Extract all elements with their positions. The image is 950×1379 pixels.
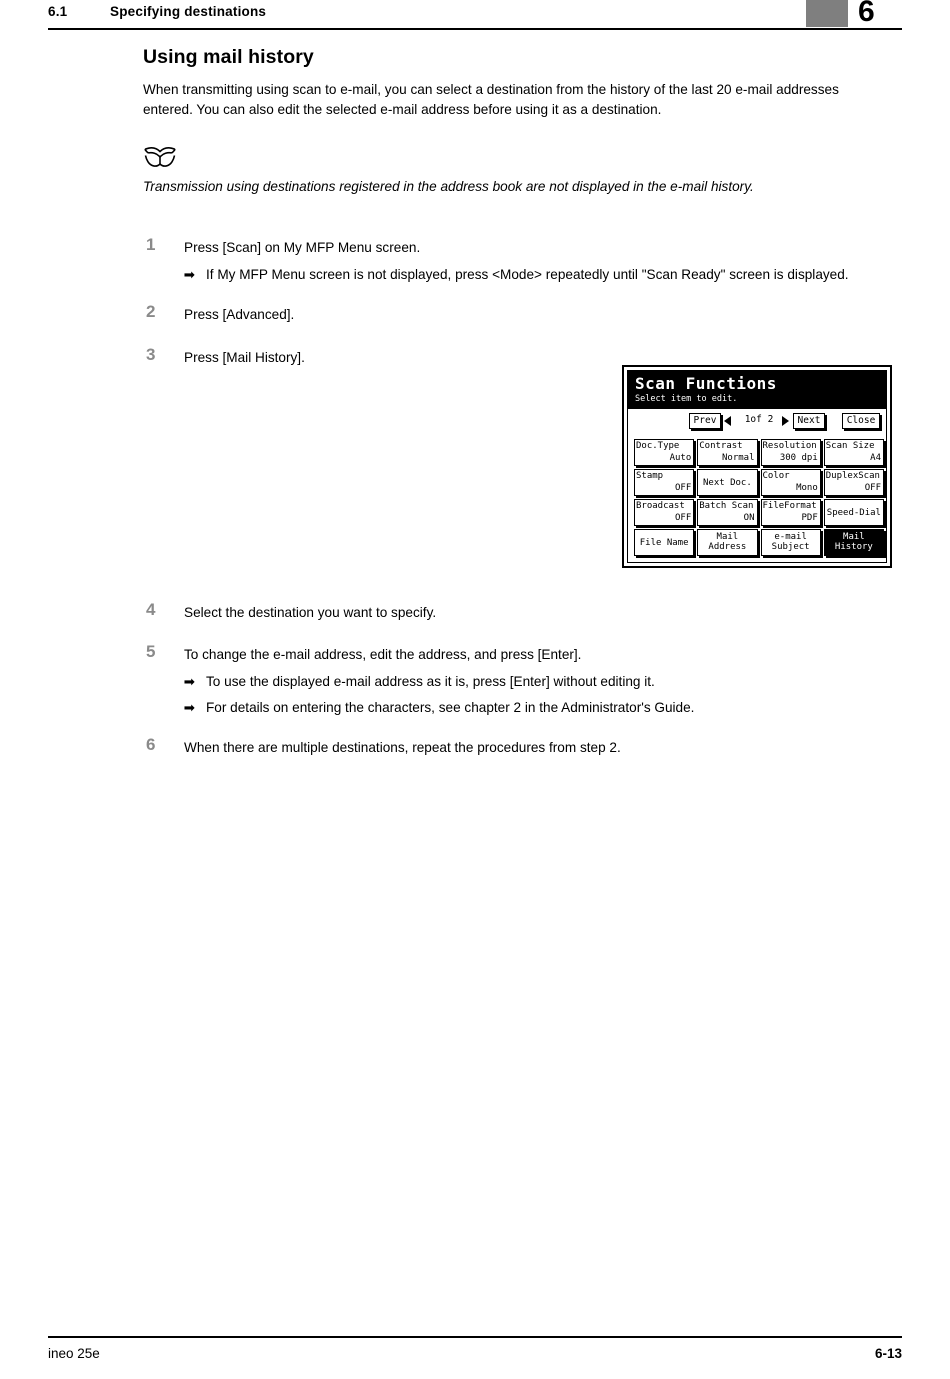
step-6-number: 6: [146, 734, 156, 754]
lcd-key-row: [634, 499, 884, 526]
key-value: Mono: [796, 483, 818, 493]
key-speed-dial[interactable]: [824, 499, 884, 526]
key-label: Mail: [843, 532, 865, 542]
key-duplex-scan[interactable]: [824, 469, 884, 496]
key-email-subject[interactable]: [761, 529, 821, 556]
key-batch-scan[interactable]: [697, 499, 757, 526]
lcd-title: Scan Functions: [635, 374, 777, 393]
step-5-substep-1-text: To use the displayed e-mail address as it is, press [Enter] without editing it.: [206, 673, 655, 689]
page-header: [48, 0, 902, 34]
step-1-substep-1-text: If My MFP Menu screen is not displayed, press <Mode> repeatedly until "Scan Ready" screen is displayed.: [206, 266, 849, 282]
arrow-icon: ➟: [184, 266, 195, 282]
chevron-right-icon[interactable]: [782, 416, 789, 426]
header-section-title: Specifying destinations: [110, 4, 267, 19]
key-value: PDF: [801, 513, 818, 523]
step-5: [143, 642, 903, 718]
key-label: Contrast: [699, 441, 743, 451]
key-label: Color: [762, 471, 790, 481]
key-contrast[interactable]: [697, 439, 757, 466]
key-resolution[interactable]: [761, 439, 821, 466]
key-file-name[interactable]: [634, 529, 694, 556]
key-label: Scan Size: [825, 441, 875, 451]
key-label: DuplexScan: [825, 471, 880, 481]
key-stamp[interactable]: [634, 469, 694, 496]
key-label: Mail: [716, 532, 739, 542]
key-value: A4: [870, 453, 881, 463]
step-3-text: Press [Mail History].: [184, 350, 305, 365]
step-5-number: 5: [146, 642, 156, 661]
key-value: History: [834, 542, 873, 552]
key-label: Batch Scan: [699, 501, 754, 511]
arrow-icon: ➟: [184, 673, 195, 689]
step-4-text: Select the destination you want to specify.: [184, 605, 437, 620]
page-indicator: 1of 2: [744, 414, 774, 425]
lcd-subtitle: Select item to edit.: [635, 394, 738, 404]
key-value: OFF: [674, 483, 692, 493]
arrow-icon: ➟: [184, 700, 195, 715]
lcd-key-row: [634, 469, 884, 496]
key-value: ON: [743, 513, 755, 523]
key-broadcast[interactable]: [634, 499, 694, 526]
step-1: [143, 235, 903, 284]
book-icon: [143, 146, 177, 168]
prev-button[interactable]: Prev: [689, 413, 721, 429]
key-label: Resolution: [762, 441, 817, 451]
key-value: Address: [708, 542, 747, 552]
chapter-tab: [806, 0, 902, 30]
footer-page-number: 6-13: [874, 1346, 902, 1361]
key-scan-size[interactable]: [824, 439, 884, 466]
intro-paragraph: When transmitting using scan to e-mail, you can select a destination from the history of the last 20 e-mail addresses entered. You can also edit the selected e-mail address before using it as a destination.: [143, 82, 839, 117]
key-label: Doc.Type: [636, 441, 680, 451]
header-divider: [48, 28, 902, 30]
key-value: OFF: [864, 483, 881, 493]
key-doc-type[interactable]: [634, 439, 694, 466]
key-value: OFF: [674, 513, 692, 523]
key-next-doc[interactable]: [697, 469, 757, 496]
chapter-tab-number: 6: [858, 0, 875, 28]
key-color[interactable]: [761, 469, 821, 496]
key-mail-address[interactable]: [697, 529, 757, 556]
note-block: [143, 146, 903, 196]
step-2-number: 2: [146, 302, 156, 321]
lcd-key-row: [634, 529, 884, 556]
step-4: [143, 600, 903, 625]
step-6: [143, 734, 903, 760]
page-title: Using mail history: [143, 46, 314, 68]
lcd-title-bar: [628, 371, 886, 409]
step-1-text: Press [Scan] on My MFP Menu screen.: [184, 240, 421, 255]
next-button[interactable]: Next: [793, 413, 825, 429]
header-section-number: 6.1: [48, 4, 68, 19]
key-label: File Name: [639, 538, 689, 548]
note-text: Transmission using destinations registered in the address book are not displayed in the e-mail history.: [143, 179, 754, 194]
key-value: Normal: [721, 453, 755, 463]
key-label: Broadcast: [636, 501, 685, 511]
step-3-number: 3: [146, 345, 156, 364]
close-button[interactable]: Close: [842, 413, 880, 429]
scan-functions-panel-figure: [622, 365, 892, 568]
footer-divider: [48, 1336, 902, 1338]
key-label: FileFormat: [762, 501, 817, 511]
step-4-number: 4: [146, 600, 156, 619]
step-5-substep-1: [184, 672, 903, 692]
step-6-text: When there are multiple destinations, repeat the procedures from step 2.: [184, 739, 621, 755]
key-file-format[interactable]: [761, 499, 821, 526]
lcd-nav-row: [628, 413, 886, 433]
step-2-text: Press [Advanced].: [184, 307, 295, 322]
key-label: Stamp: [636, 471, 664, 481]
chevron-left-icon[interactable]: [724, 416, 731, 426]
key-mail-history[interactable]: [824, 529, 884, 556]
lcd-inner-frame: [627, 370, 887, 563]
lcd-key-row: [634, 439, 884, 466]
key-label: Speed-Dial: [826, 508, 881, 518]
step-5-substep-2-text: For details on entering the characters, see chapter 2 in the Administrator's Guide.: [206, 700, 695, 715]
chapter-tab-block: [806, 0, 848, 27]
key-value: Subject: [771, 542, 810, 552]
key-label: Next Doc.: [702, 478, 752, 488]
key-label: e-mail: [774, 532, 807, 542]
lcd-key-grid: [634, 439, 884, 559]
footer-model: ineo 25e: [48, 1346, 100, 1361]
step-1-substep-1: [184, 265, 903, 285]
key-value: 300 dpi: [779, 453, 818, 463]
key-value: Auto: [669, 453, 692, 463]
step-1-number: 1: [146, 235, 156, 254]
step-5-substep-2: [184, 698, 903, 718]
step-2: [143, 302, 903, 327]
step-5-text: To change the e-mail address, edit the address, and press [Enter].: [184, 647, 582, 662]
